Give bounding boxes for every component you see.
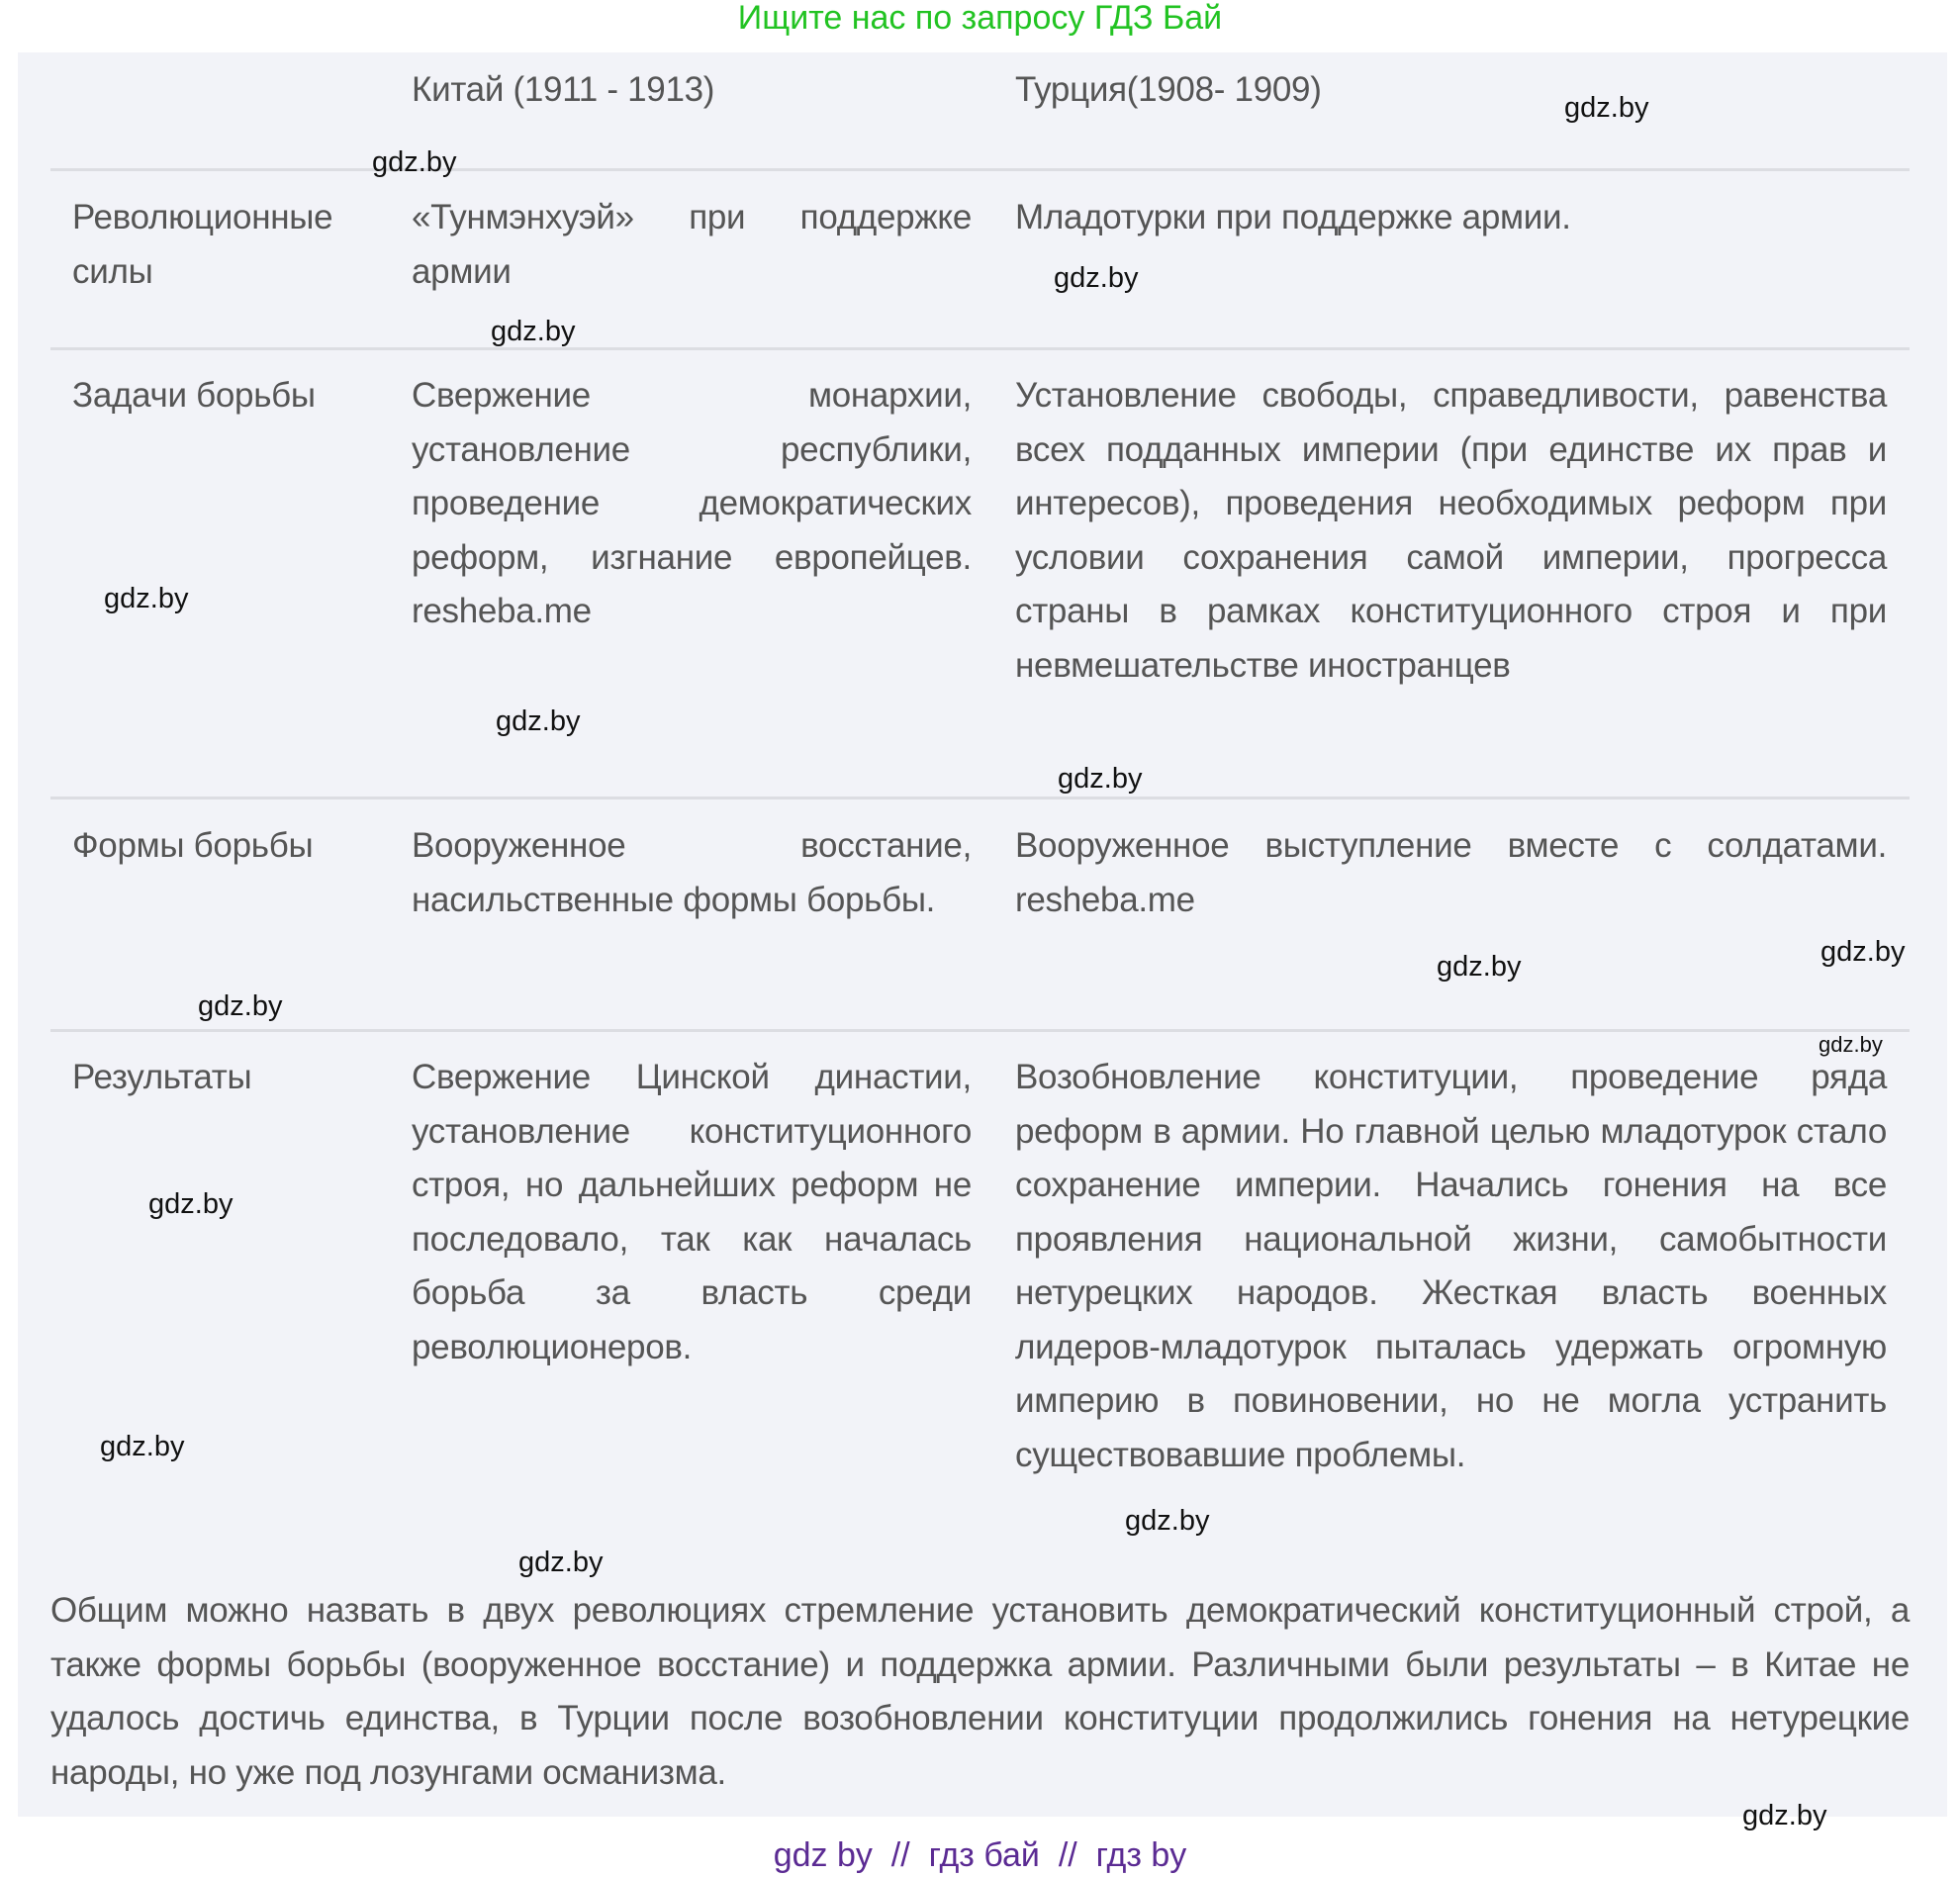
search-banner: Ищите нас по запросу ГДЗ Бай: [737, 0, 1223, 37]
watermark: gdz.by: [518, 1547, 604, 1578]
watermark: gdz.by: [1819, 1032, 1883, 1057]
watermark: gdz.by: [1820, 936, 1906, 968]
row-label: Задачи борьбы: [72, 376, 316, 415]
row-divider: [50, 347, 1910, 350]
row-label: Революционные силы: [72, 198, 333, 291]
summary-paragraph: Общим можно назвать в двух революциях стремление установить демократический конституционный строй, а также формы борьбы (вооруженное восстание) и поддержка армии. Различными были результаты – в Китае не удалось достичь единства, в Турции после возобновлении конституции продолжились гонения на нетурецкие народы, но уже под лозунгами османизма.: [50, 1591, 1910, 1792]
row-label: Результаты: [72, 1058, 252, 1096]
content-panel: [18, 52, 1947, 1817]
watermark: gdz.by: [148, 1188, 233, 1220]
watermark: gdz.by: [1437, 951, 1522, 983]
watermark: gdz.by: [104, 583, 189, 614]
watermark: gdz.by: [1125, 1505, 1210, 1537]
watermark: gdz.by: [496, 705, 581, 737]
cell-turkey: Возобновление конституции, проведение ряда реформ в армии. Но главной целью младотурок стало сохранение империи. Начались гонения на все проявления национальной жизни, самобытности нетурецких народов. Жесткая власть военных лидеров-младотурок пыталась удержать огромную империю в повиновении, но не могла устранить существовавшие проблемы.: [1015, 1058, 1887, 1474]
cell-china: «Тунмэнхуэй» при поддержке армии: [412, 198, 972, 291]
row-divider: [50, 1029, 1910, 1032]
header-turkey: Турция(1908- 1909): [1015, 70, 1322, 109]
cell-turkey: Младотурки при поддержке армии.: [1015, 198, 1571, 236]
header-china: Китай (1911 - 1913): [412, 70, 715, 109]
watermark: gdz.by: [198, 990, 283, 1022]
cell-china: Свержение Цинской династии, установление конституционного строя, но дальнейших реформ не последовало, так как началась борьба за власть среди революционеров.: [412, 1058, 972, 1366]
cell-china: Свержение монархии, установление республики, проведение демократических реформ, изгнание европейцев. resheba.me: [412, 376, 972, 630]
row-divider: [50, 797, 1910, 799]
cell-turkey: Установление свободы, справедливости, равенства всех подданных империи (при единстве их прав и интересов), проведения необходимых реформ при условии сохранения самой империи, прогресса страны в рамках конституционного строя и при невмешательстве иностранцев: [1015, 376, 1887, 685]
watermark: gdz.by: [1054, 262, 1139, 294]
watermark: gdz.by: [491, 316, 576, 347]
watermark: gdz.by: [1058, 763, 1143, 795]
row-label: Формы борьбы: [72, 826, 314, 865]
watermark: gdz.by: [100, 1431, 185, 1462]
watermark: gdz.by: [372, 146, 457, 178]
watermark: gdz.by: [1564, 92, 1649, 124]
watermark: gdz.by: [1742, 1800, 1827, 1831]
row-divider: [50, 168, 1910, 171]
footer-links: gdz by // гдз бай // гдз by: [773, 1836, 1187, 1874]
cell-china: Вооруженное восстание, насильственные формы борьбы.: [412, 826, 972, 919]
cell-turkey: Вооруженное выступление вместе с солдатами. resheba.me: [1015, 826, 1887, 919]
